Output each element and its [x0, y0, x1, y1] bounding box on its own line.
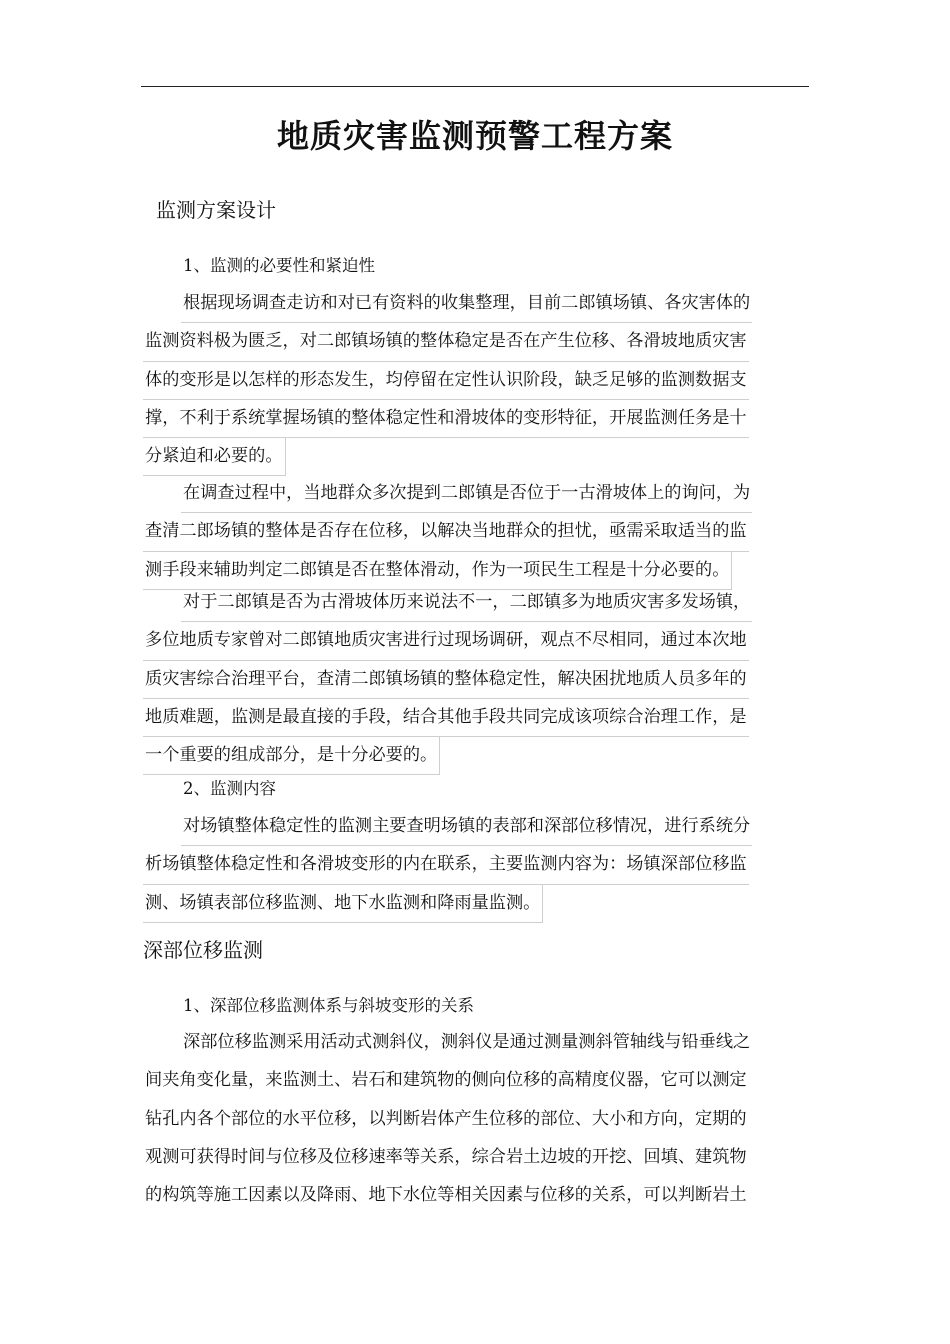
text-line: 钻孔内各个部位的水平位移，以判断岩体产生位移的部位、大小和方向，定期的 [145, 1108, 747, 1129]
text-line: 一个重要的组成部分，是十分必要的。 [143, 736, 440, 775]
header-rule [141, 86, 809, 87]
text-line: 对于二郎镇是否为古滑坡体历来说法不一，二郎镇多为地质灾害多发场镇， [181, 583, 752, 622]
text-line: 的构筑等施工因素以及降雨、地下水位等相关因素与位移的关系，可以判断岩土 [145, 1185, 747, 1206]
paragraph-deep-relation [143, 1023, 807, 1214]
text-line: 测手段来辅助判定二郎镇是否在整体滑动，作为一项民生工程是十分必要的。 [143, 551, 732, 590]
text-line: 查清二郎场镇的整体是否存在位移，以解决当地群众的担忧，亟需采取适当的监 [143, 512, 749, 551]
document-title: 地质灾害监测预警工程方案 [276, 117, 673, 155]
text-line: 析场镇整体稳定性和各滑坡变形的内在联系，主要监测内容为：场镇深部位移监 [143, 845, 749, 884]
paragraph-necessity-1 [143, 284, 807, 475]
paragraph-necessity-3 [143, 583, 807, 774]
text-line: 测、场镇表部位移监测、地下水监测和降雨量监测。 [143, 884, 543, 923]
text-line: 地质难题，监测是最直接的手段，结合其他手段共同完成该项综合治理工作，是 [143, 698, 749, 737]
subsection-heading-content: 2、监测内容 [183, 779, 276, 798]
text-line: 质灾害综合治理平台，查清二郎镇场镇的整体稳定性，解决困扰地质人员多年的 [143, 660, 749, 699]
subsection-heading-necessity: 1、监测的必要性和紧迫性 [183, 256, 375, 275]
text-line: 观测可获得时间与位移及位移速率等关系，综合岩土边坡的开挖、回填、建筑物 [145, 1146, 747, 1167]
paragraph-necessity-2 [143, 474, 807, 589]
text-line: 多位地质专家曾对二郎镇地质灾害进行过现场调研，观点不尽相同，通过本次地 [143, 621, 749, 660]
text-line: 分紧迫和必要的。 [143, 437, 286, 476]
text-line: 深部位移监测采用活动式测斜仪，测斜仪是通过测量测斜管轴线与铅垂线之 [183, 1032, 751, 1052]
subsection-heading-deep-relation: 1、深部位移监测体系与斜坡变形的关系 [183, 996, 474, 1015]
text-line: 根据现场调查走访和对已有资料的收集整理，目前二郎镇场镇、各灾害体的 [181, 284, 752, 323]
text-line: 监测资料极为匮乏，对二郎镇场镇的整体稳定是否在产生位移、各滑坡地质灾害 [143, 322, 749, 361]
section-heading-monitoring-design: 监测方案设计 [156, 198, 276, 222]
text-line: 撑，不利于系统掌握场镇的整体稳定性和滑坡体的变形特征，开展监测任务是十 [143, 399, 749, 438]
text-line: 对场镇整体稳定性的监测主要查明场镇的表部和深部位移情况，进行系统分 [181, 807, 752, 846]
section-heading-deep-displacement: 深部位移监测 [143, 938, 263, 962]
text-line: 在调查过程中，当地群众多次提到二郎镇是否位于一古滑坡体上的询问，为 [181, 474, 752, 513]
text-line: 间夹角变化量，来监测土、岩石和建筑物的侧向位移的高精度仪器，它可以测定 [145, 1070, 747, 1091]
paragraph-content [143, 807, 807, 922]
text-line: 体的变形是以怎样的形态发生，均停留在定性认识阶段，缺乏足够的监测数据支 [143, 361, 749, 400]
